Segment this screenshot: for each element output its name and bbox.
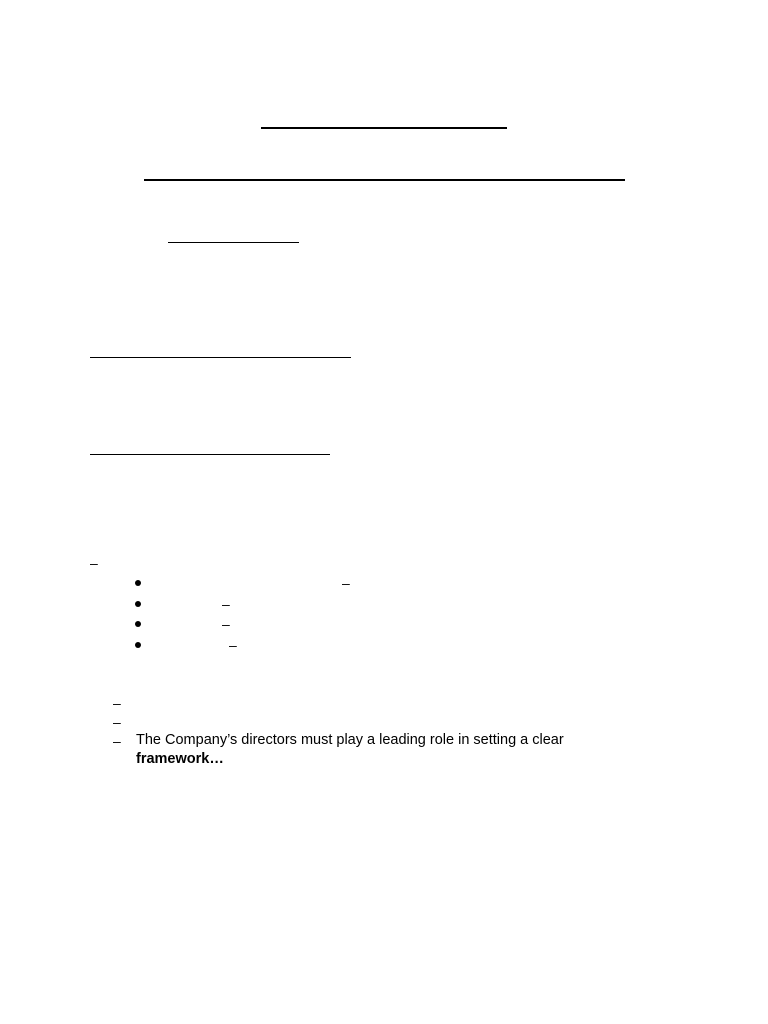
bullet-icon xyxy=(135,621,141,627)
bullet-dash: – xyxy=(222,616,230,632)
bullet-dash: – xyxy=(229,637,237,653)
directors-statement-bold xyxy=(136,750,224,769)
heading-b-underline xyxy=(90,454,330,455)
dash-marker: – xyxy=(113,714,121,730)
framework-term: framework… xyxy=(136,751,224,767)
bullet-dash: – xyxy=(222,596,230,612)
title-underline xyxy=(261,127,507,129)
heading-a-underline xyxy=(90,357,351,358)
dash-marker: – xyxy=(113,733,121,749)
section-label-underline xyxy=(168,242,299,243)
bullet-icon xyxy=(135,642,141,648)
bullet-icon xyxy=(135,601,141,607)
bullet-dash: – xyxy=(342,575,350,591)
dash-marker: – xyxy=(113,695,121,711)
directors-statement: The Company’s directors must play a leading role in setting a clear xyxy=(136,732,564,748)
subtitle-underline xyxy=(144,179,625,181)
lead-dash: – xyxy=(90,555,98,571)
bullet-icon xyxy=(135,580,141,586)
